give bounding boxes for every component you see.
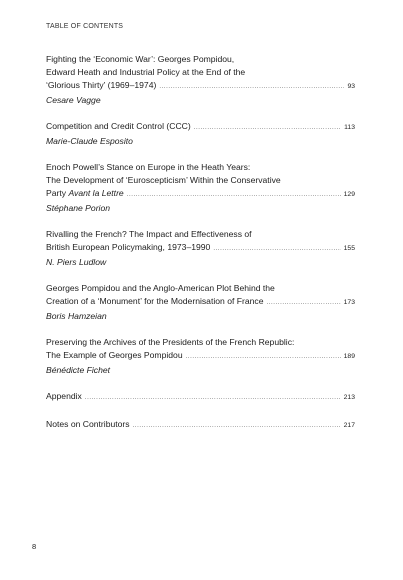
- toc-entry-title-end: [46, 295, 264, 308]
- page-number: 8: [32, 542, 37, 551]
- toc-entry-title-text: ‘Glorious Thirty’ (1969–1974): [46, 80, 157, 90]
- toc-entry-title-text: The Example of Georges Pompidou: [46, 350, 183, 360]
- toc-entry-title-end: [46, 120, 191, 133]
- toc-entry-title-line: Preserving the Archives of the Presidents of the French Republic:: [46, 337, 295, 347]
- toc-entry: [46, 282, 355, 323]
- toc-entry-page-number: 129: [343, 191, 355, 198]
- toc-entry-page-number: 155: [343, 245, 355, 252]
- toc-entry: [46, 390, 355, 405]
- toc-entry-author: Marie-Claude Esposito: [46, 136, 133, 146]
- toc-entry-title-end: [46, 418, 130, 431]
- toc-entry: [46, 228, 355, 269]
- toc-entry-title-line: The Development of ‘Euroscepticism’ Within the Conservative: [46, 175, 281, 185]
- toc-entry: [46, 53, 355, 107]
- toc-entry-author: Cesare Vagge: [46, 95, 101, 105]
- toc-entry: [46, 336, 355, 377]
- toc-entry-page-number: 189: [343, 353, 355, 360]
- dot-leader: [127, 189, 341, 202]
- toc-entry-leader-line: [46, 79, 355, 94]
- toc-entry-page-number: 173: [343, 299, 355, 306]
- toc-entry-title-text: British European Policymaking, 1973–1990: [46, 242, 211, 252]
- toc-entry-author: Bénédicte Fichet: [46, 365, 111, 375]
- toc-entry-leader-line: [46, 295, 355, 310]
- toc-entry-title-line: Fighting the ‘Economic War’: Georges Pompidou,: [46, 54, 235, 64]
- dot-leader: [267, 297, 341, 310]
- toc-entry-leader-line: [46, 120, 355, 135]
- toc-entry-title-line: Edward Heath and Industrial Policy at the End of the: [46, 67, 246, 77]
- toc-entry-page-number: 93: [347, 83, 355, 90]
- toc-entry-title-end: [46, 79, 156, 92]
- toc-entry-title-text: Appendix: [46, 391, 82, 401]
- toc-entry-title-end: [46, 349, 183, 362]
- dot-leader: [159, 81, 344, 94]
- toc-entry-title-end: [46, 241, 210, 254]
- toc-entry-title-text: Creation of a ‘Monument’ for the Modernisation of France: [46, 296, 264, 306]
- toc-entry-title-text: Party: [46, 188, 69, 198]
- running-head: TABLE OF CONTENTS: [46, 23, 124, 30]
- toc-entry-title-end: [46, 187, 124, 200]
- toc-entry-author: Boris Hamzeian: [46, 311, 107, 321]
- toc-entry-title-line: Enoch Powell’s Stance on Europe in the Heath Years:: [46, 162, 251, 172]
- toc-entry-title-line: Rivalling the French? The Impact and Effectiveness of: [46, 229, 252, 239]
- toc-entry-page-number: 113: [344, 124, 355, 131]
- toc-entry-title-line: Georges Pompidou and the Anglo-American Plot Behind the: [46, 283, 275, 293]
- dot-leader: [85, 392, 341, 405]
- dot-leader: [213, 243, 340, 256]
- toc-entry-leader-line: [46, 390, 355, 405]
- toc-entry-author: N. Piers Ludlow: [46, 257, 107, 267]
- toc-entry-leader-line: [46, 418, 355, 433]
- toc-entry-page-number: 217: [343, 422, 355, 429]
- toc-entry: [46, 418, 355, 433]
- dot-leader: [194, 122, 341, 135]
- table-of-contents: [46, 53, 355, 446]
- toc-entry-page-number: 213: [343, 394, 355, 401]
- toc-entry-title-text: Competition and Credit Control (CCC): [46, 121, 191, 131]
- toc-entry-title-text: Notes on Contributors: [46, 419, 130, 429]
- toc-entry: [46, 161, 355, 215]
- toc-entry-title-italic: Avant la Lettre: [68, 188, 124, 198]
- toc-entry-author: Stéphane Porion: [46, 203, 111, 213]
- toc-entry: [46, 120, 355, 148]
- toc-entry-leader-line: [46, 187, 355, 202]
- toc-entry-leader-line: [46, 241, 355, 256]
- toc-entry-leader-line: [46, 349, 355, 364]
- toc-entry-title-end: [46, 390, 82, 403]
- dot-leader: [186, 351, 341, 364]
- dot-leader: [133, 420, 341, 433]
